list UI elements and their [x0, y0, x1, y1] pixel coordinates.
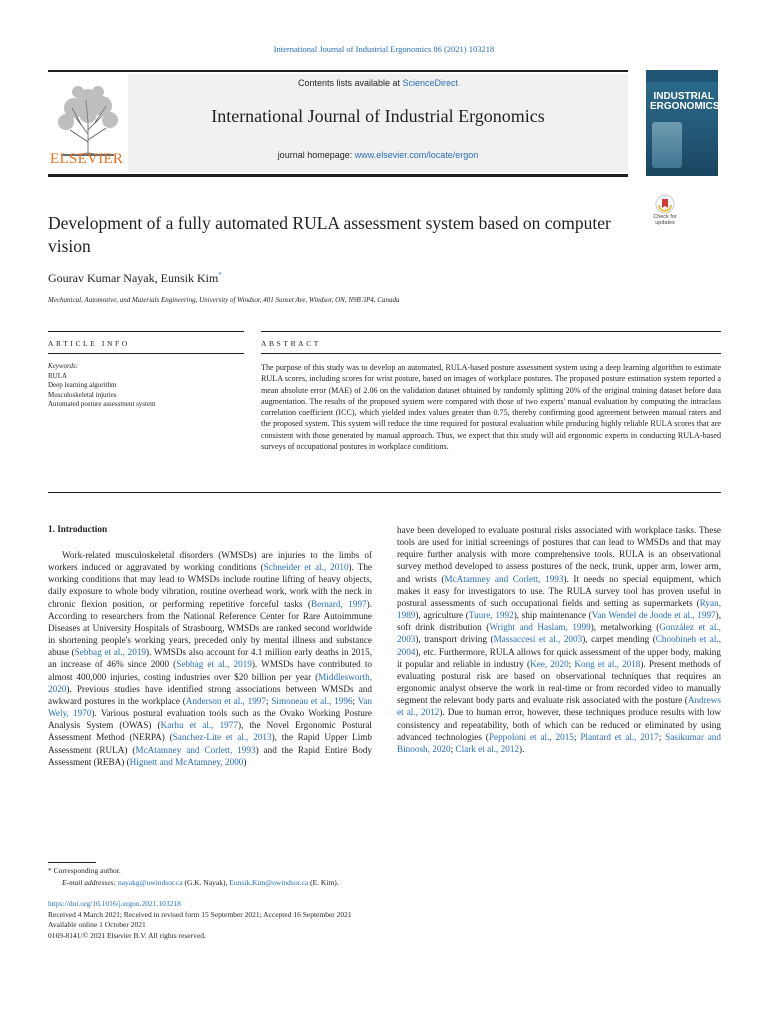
email-name-kim: (E. Kim). — [310, 878, 339, 887]
introduction-left-column — [48, 549, 372, 768]
reference-link[interactable]: McAtamney and Corlett, 1993 — [444, 573, 564, 584]
masthead-bottom-rule — [48, 174, 628, 177]
copyright: 0169-8141/© 2021 Elsevier B.V. All rights reserved. — [48, 930, 206, 940]
reference-link[interactable]: McAtamney and Corlett, 1993 — [135, 744, 256, 755]
contents-line — [128, 78, 628, 88]
masthead-top-rule — [48, 70, 628, 72]
introduction-heading: 1. Introduction — [48, 524, 108, 534]
reference-link[interactable]: Schneider et al., 2010 — [263, 562, 349, 573]
abstract-text: The purpose of this study was to develop an automated, RULA-based posture assessment system using a deep learning algorithm to estimate RULA scores, including scores for wrist posture, based on images of workplace postures. The proposed posture estimation system reported a mean absolute error (MAE) of 2.06 on the validation dataset obtained by randomly splitting 20% of the original training dataset before data augmentation. The results of the proposed system were compared with those of two experts' manual evaluation by computing the intraclass correlation coefficient (ICC), which yielded index values greater than 0.75, thereby confirming good agreement between manual raters and the proposed system. This system will reduce the time required for postural evaluation while producing highly reliable RULA scores that are consistent with those generated by manual approach. Thus, we expect that this study will aid ergonomic experts in conducting RULA-based surveys of occupational postures in workplace conditions. — [261, 363, 721, 452]
email-addresses — [62, 878, 339, 888]
journal-masthead — [48, 70, 628, 176]
reference-link[interactable]: Peppoloni et al., 2015 — [488, 731, 574, 742]
keyword-item: RULA — [48, 371, 68, 380]
reference-link[interactable]: Kee, 2020 — [530, 658, 569, 669]
reference-link[interactable]: Tuure, 1992 — [468, 610, 514, 621]
keyword-item: Deep learning algorithm — [48, 381, 117, 389]
corresponding-author-note: * Corresponding author. — [48, 866, 121, 875]
abstract-rule-top — [261, 331, 721, 332]
reference-link[interactable]: Hignett and McAtamney, 2000 — [129, 756, 244, 767]
keyword-item: Musculoskeletal injuries — [48, 390, 117, 399]
reference-link[interactable]: Simoneau et al., 1996 — [271, 695, 353, 706]
reference-link[interactable]: Clark et al., 2012 — [455, 743, 520, 754]
reference-link[interactable]: Van Wely, 1970 — [48, 695, 372, 719]
reference-link[interactable]: Sanchez-Lite et al., 2013 — [172, 732, 272, 743]
author-affiliation: Mechanical, Automotive, and Materials Engineering, University of Windsor, 401 Sunset Ave, Windsor, ON, N9B 3P4, Canada — [48, 296, 400, 304]
sciencedirect-link[interactable]: ScienceDirect — [402, 78, 459, 88]
reference-link[interactable]: Massaccesi et al., 2003 — [493, 634, 583, 645]
cover-title: INDUSTRIAL ERGONOMICS — [650, 91, 720, 112]
email-name-nayak: (G.K. Nayak), — [184, 878, 228, 887]
available-online: Available online 1 October 2021 — [48, 920, 146, 930]
journal-homepage — [128, 150, 628, 160]
abstract-rule-mid — [261, 353, 721, 354]
reference-link[interactable]: Anderson et al., 1997 — [185, 695, 266, 706]
abstract-rule-bottom — [48, 492, 721, 493]
publication-info — [48, 899, 352, 941]
elsevier-wordmark: ELSEVIER — [50, 151, 124, 167]
email-link-kim[interactable]: Eunsik.Kim@uwindsor.ca — [229, 878, 309, 887]
email-label: E-mail addresses: — [62, 878, 117, 887]
contents-prefix: Contents lists available at — [297, 78, 403, 88]
keywords-block — [48, 362, 238, 410]
reference-link[interactable]: Wright and Haslam, 1999 — [489, 622, 591, 633]
reference-link[interactable]: Andrews et al., 2012 — [397, 695, 721, 718]
check-for-updates-icon — [655, 194, 675, 214]
reference-link[interactable]: Middlesworth, 2020 — [48, 671, 372, 694]
journal-title: International Journal of Industrial Ergonomics — [211, 106, 545, 126]
keyword-item: Automated posture assessment system — [48, 400, 156, 408]
homepage-link[interactable]: www.elsevier.com/locate/ergon — [354, 150, 479, 160]
introduction-right-text: have been developed to evaluate postural risks associated with workplace tasks. These tools are used for initial screenings of postures that can lead to WMSDs and that may require further analysis with more comprehensive tools. RULA is an observational survey method developed to assess postures of the neck, trunk, upper arm, lower arm, and wrists (McAtamney and Corlett, 1993). It needs no special equipment, which makes it easy for investigators to use. The RULA survey tool has proven useful in postural assessments of such occupational fields and setting as supermarkets (Ryan, 1989), agriculture (Tuure, 1992), ship maintenance (Van Wendel de Joode et al., 1997), soft drink distribution (Wright and Haslam, 1999), metalworking (González et al., 2003), transport driving (Massaccesi et al., 2003), carpet mending (Choobineh et al., 2004), etc. Furthermore, RULA allows for quick assessment of the upper body, making it popular and reliable in industry (Kee, 2020; Kong et al., 2018). Present methods of evaluating postural risk are based on observational techniques that requires an ergonomic analyst observe the work in real-time or from recorded video to manually segment the relevant body parts and evaluate risk associated with the posture (Andrews et al., 2012). Due to human error, however, these techniques produce results with low consistency and repeatability, both of which can be reduced or eliminated by using advanced technologies (Peppoloni et al., 2015; Plantard et al., 2017; Sasikumar and Binoosh, 2020; Clark et al., 2012). — [397, 525, 722, 754]
journal-citation[interactable]: International Journal of Industrial Ergonomics 86 (2021) 103218 — [273, 44, 495, 54]
abstract-heading: ABSTRACT — [261, 339, 321, 348]
doi-link[interactable]: https://doi.org/10.1016/j.ergon.2021.103218 — [48, 899, 181, 908]
article-info-heading: ARTICLE INFO — [48, 339, 130, 348]
footnote-rule — [48, 862, 96, 863]
reference-link[interactable]: González et al., 2003 — [397, 622, 721, 645]
author-list — [48, 271, 222, 286]
reference-link[interactable]: Ryan, 1989 — [397, 597, 721, 621]
reference-link[interactable]: Plantard et al., 2017 — [580, 731, 659, 742]
homepage-prefix: journal homepage: — [277, 150, 355, 160]
article-info-rule-mid — [48, 353, 244, 354]
check-for-updates-label: Check for updates — [653, 214, 677, 226]
reference-link[interactable]: Van Wendel de Joode et al., 1997 — [591, 610, 716, 621]
article-title: Development of a fully automated RULA assessment system based on computer vision — [48, 213, 611, 256]
check-for-updates-badge[interactable] — [647, 194, 683, 230]
journal-cover-image[interactable] — [646, 70, 718, 176]
cover-top-band — [646, 70, 718, 82]
article-info-rule-top — [48, 331, 244, 332]
reference-link[interactable]: Choobineh et al., 2004 — [397, 634, 721, 657]
reference-link[interactable]: Karhu et al., 1977 — [160, 720, 238, 731]
cover-figure — [652, 122, 682, 168]
email-link-nayak[interactable]: nayakg@uwindsor.ca — [117, 878, 183, 887]
keywords-label: Keywords: — [48, 362, 79, 370]
reference-link[interactable]: Bernard, 1997 — [310, 598, 367, 609]
reference-link[interactable]: Kong et al., 2018 — [574, 658, 641, 669]
author-names: Gourav Kumar Nayak, Eunsik Kim — [48, 271, 219, 285]
received-dates: Received 4 March 2021; Received in revised form 15 September 2021; Accepted 16 September 2021 — [48, 909, 352, 919]
reference-link[interactable]: Sebbag et al., 2019 — [74, 647, 147, 658]
reference-link[interactable]: Sasikumar and Binoosh, 2020 — [397, 731, 721, 754]
introduction-right-column — [397, 524, 721, 755]
corresponding-author-mark[interactable]: * — [218, 271, 222, 279]
reference-link[interactable]: Sebbag et al., 2019 — [176, 659, 252, 670]
introduction-left-text: Work-related musculoskeletal disorders (WMSDs) are injuries to the limbs of workers induced or aggravated by working conditions (Schneider et al., 2010). The working conditions that may lead to WMSDs include routine lifting of heavy objects, daily exposure to whole body vibration, routine overhead work, work with the neck in chronic flexion position, or performing repetitive forceful tasks (Bernard, 1997). According to researchers from the National Reference Center for Rare Autoimmune Diseases at University Hospitals of Strasbourg, WMSDs are ranked second worldwide in shortening people's working years, preceded only by mental illness and substance abuse (Sebbag et al., 2019). WMSDs also account for 4.1 million early deaths in 2015, an increase of 46% since 2000 (Sebbag et al., 2019). WMSDs have contributed to almost 400,000 injuries, costing industries over $20 billion per year (Middlesworth, 2020). Previous studies have identified strong associations between WMSDs and awkward postures in the workplace (Anderson et al., 1997; Simoneau et al., 1996; Van Wely, 1970). Various postural evaluation tools such as the Ovako Working Posture Analysis System (OWAS) (Karhu et al., 1977), the Novel Ergonomic Postural Assessment Method (NERPA) (Sanchez-Lite et al., 2013), the Rapid Upper Limb Assessment (RULA) (McAtamney and Corlett, 1993) and the Rapid Entire Body Assessment (REBA) (Hignett and McAtamney, 2000) — [48, 550, 373, 767]
